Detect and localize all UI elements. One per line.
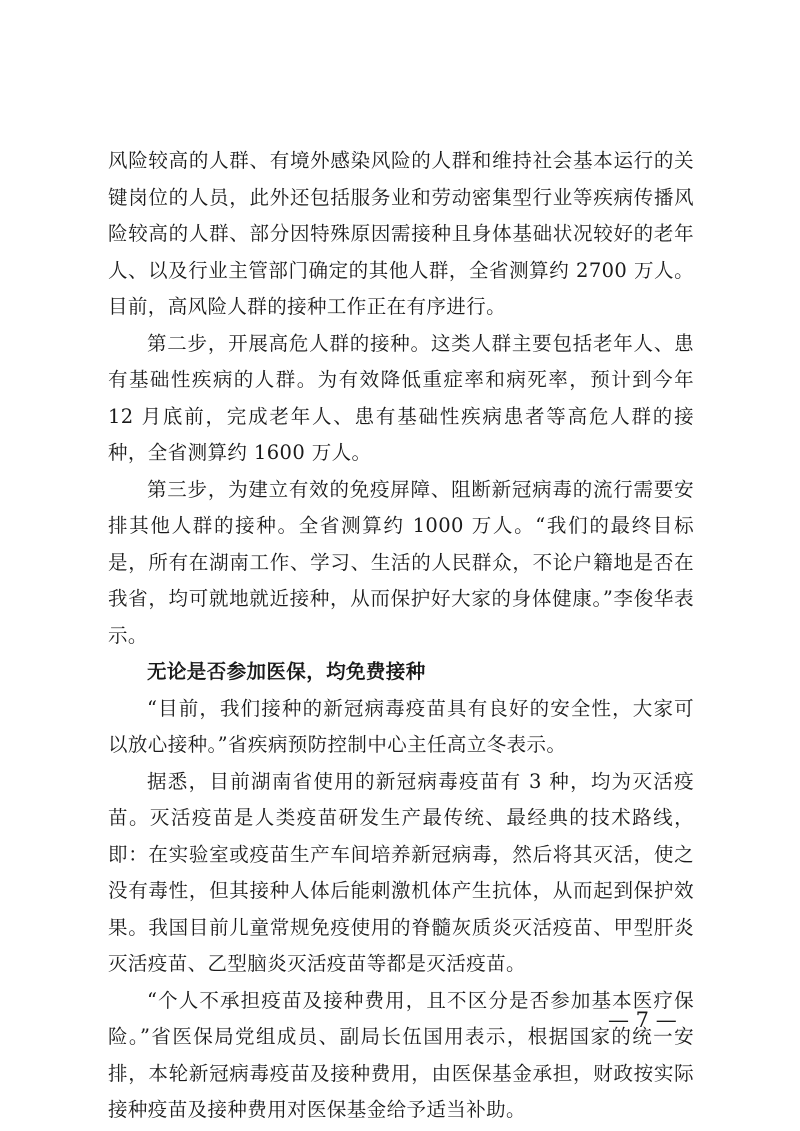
paragraph-safety-quote: “目前，我们接种的新冠病毒疫苗具有良好的安全性，大家可以放心接种。”省疾病预防控制中心主任高立冬表示。 xyxy=(108,696,694,756)
paragraph-continued: 风险较高的人群、有境外感染风险的人群和维持社会基本运行的关键岗位的人员，此外还包括服务业和劳动密集型行业等疾病传播风险较高的人群、部分因特殊原因需接种且身体基础状况较好的老年人、以及行业主管部门确定的其他人群，全省测算约 2700 万人。目前，高风险人群的接种工作正在有序进行。 xyxy=(108,149,694,318)
paragraph-step-three: 第三步，为建立有效的免疫屏障、阻断新冠病毒的流行需要安排其他人群的接种。全省测算约 1000 万人。“我们的最终目标是，所有在湖南工作、学习、生活的人民群众，不论户籍地是否在我省，均可就地就近接种，从而保护好大家的身体健康。”李俊华表示。 xyxy=(108,477,694,647)
paragraph-cost-coverage: “个人不承担疫苗及接种费用，且不区分是否参加基本医疗保险。”省医保局党组成员、副局长伍国用表示，根据国家的统一安排，本轮新冠病毒疫苗及接种费用，由医保基金承担，财政按实际接种疫苗及接种费用对医保基金给予适当补助。 xyxy=(108,988,694,1121)
document-body xyxy=(108,143,694,1129)
page-number: — 7 — xyxy=(608,1008,677,1032)
paragraph-vaccine-types: 据悉，目前湖南省使用的新冠病毒疫苗有 3 种，均为灭活疫苗。灭活疫苗是人类疫苗研发生产最传统、最经典的技术路线，即：在实验室或疫苗生产车间培养新冠病毒，然后将其灭活，使之没有毒性，但其接种人体后能刺激机体产生抗体，从而起到保护效果。我国目前儿童常规免疫使用的脊髓灰质炎灭活疫苗、甲型肝炎灭活疫苗、乙型脑炎灭活疫苗等都是灭活疫苗。 xyxy=(108,769,694,975)
section-heading: 无论是否参加医保，均免费接种 xyxy=(147,660,426,683)
paragraph-step-two: 第二步，开展高危人群的接种。这类人群主要包括老年人、患有基础性疾病的人群。为有效降低重症率和病死率，预计到今年 12 月底前，完成老年人、患有基础性疾病患者等高危人群的接种，全省测算约 1600 万人。 xyxy=(108,331,694,464)
